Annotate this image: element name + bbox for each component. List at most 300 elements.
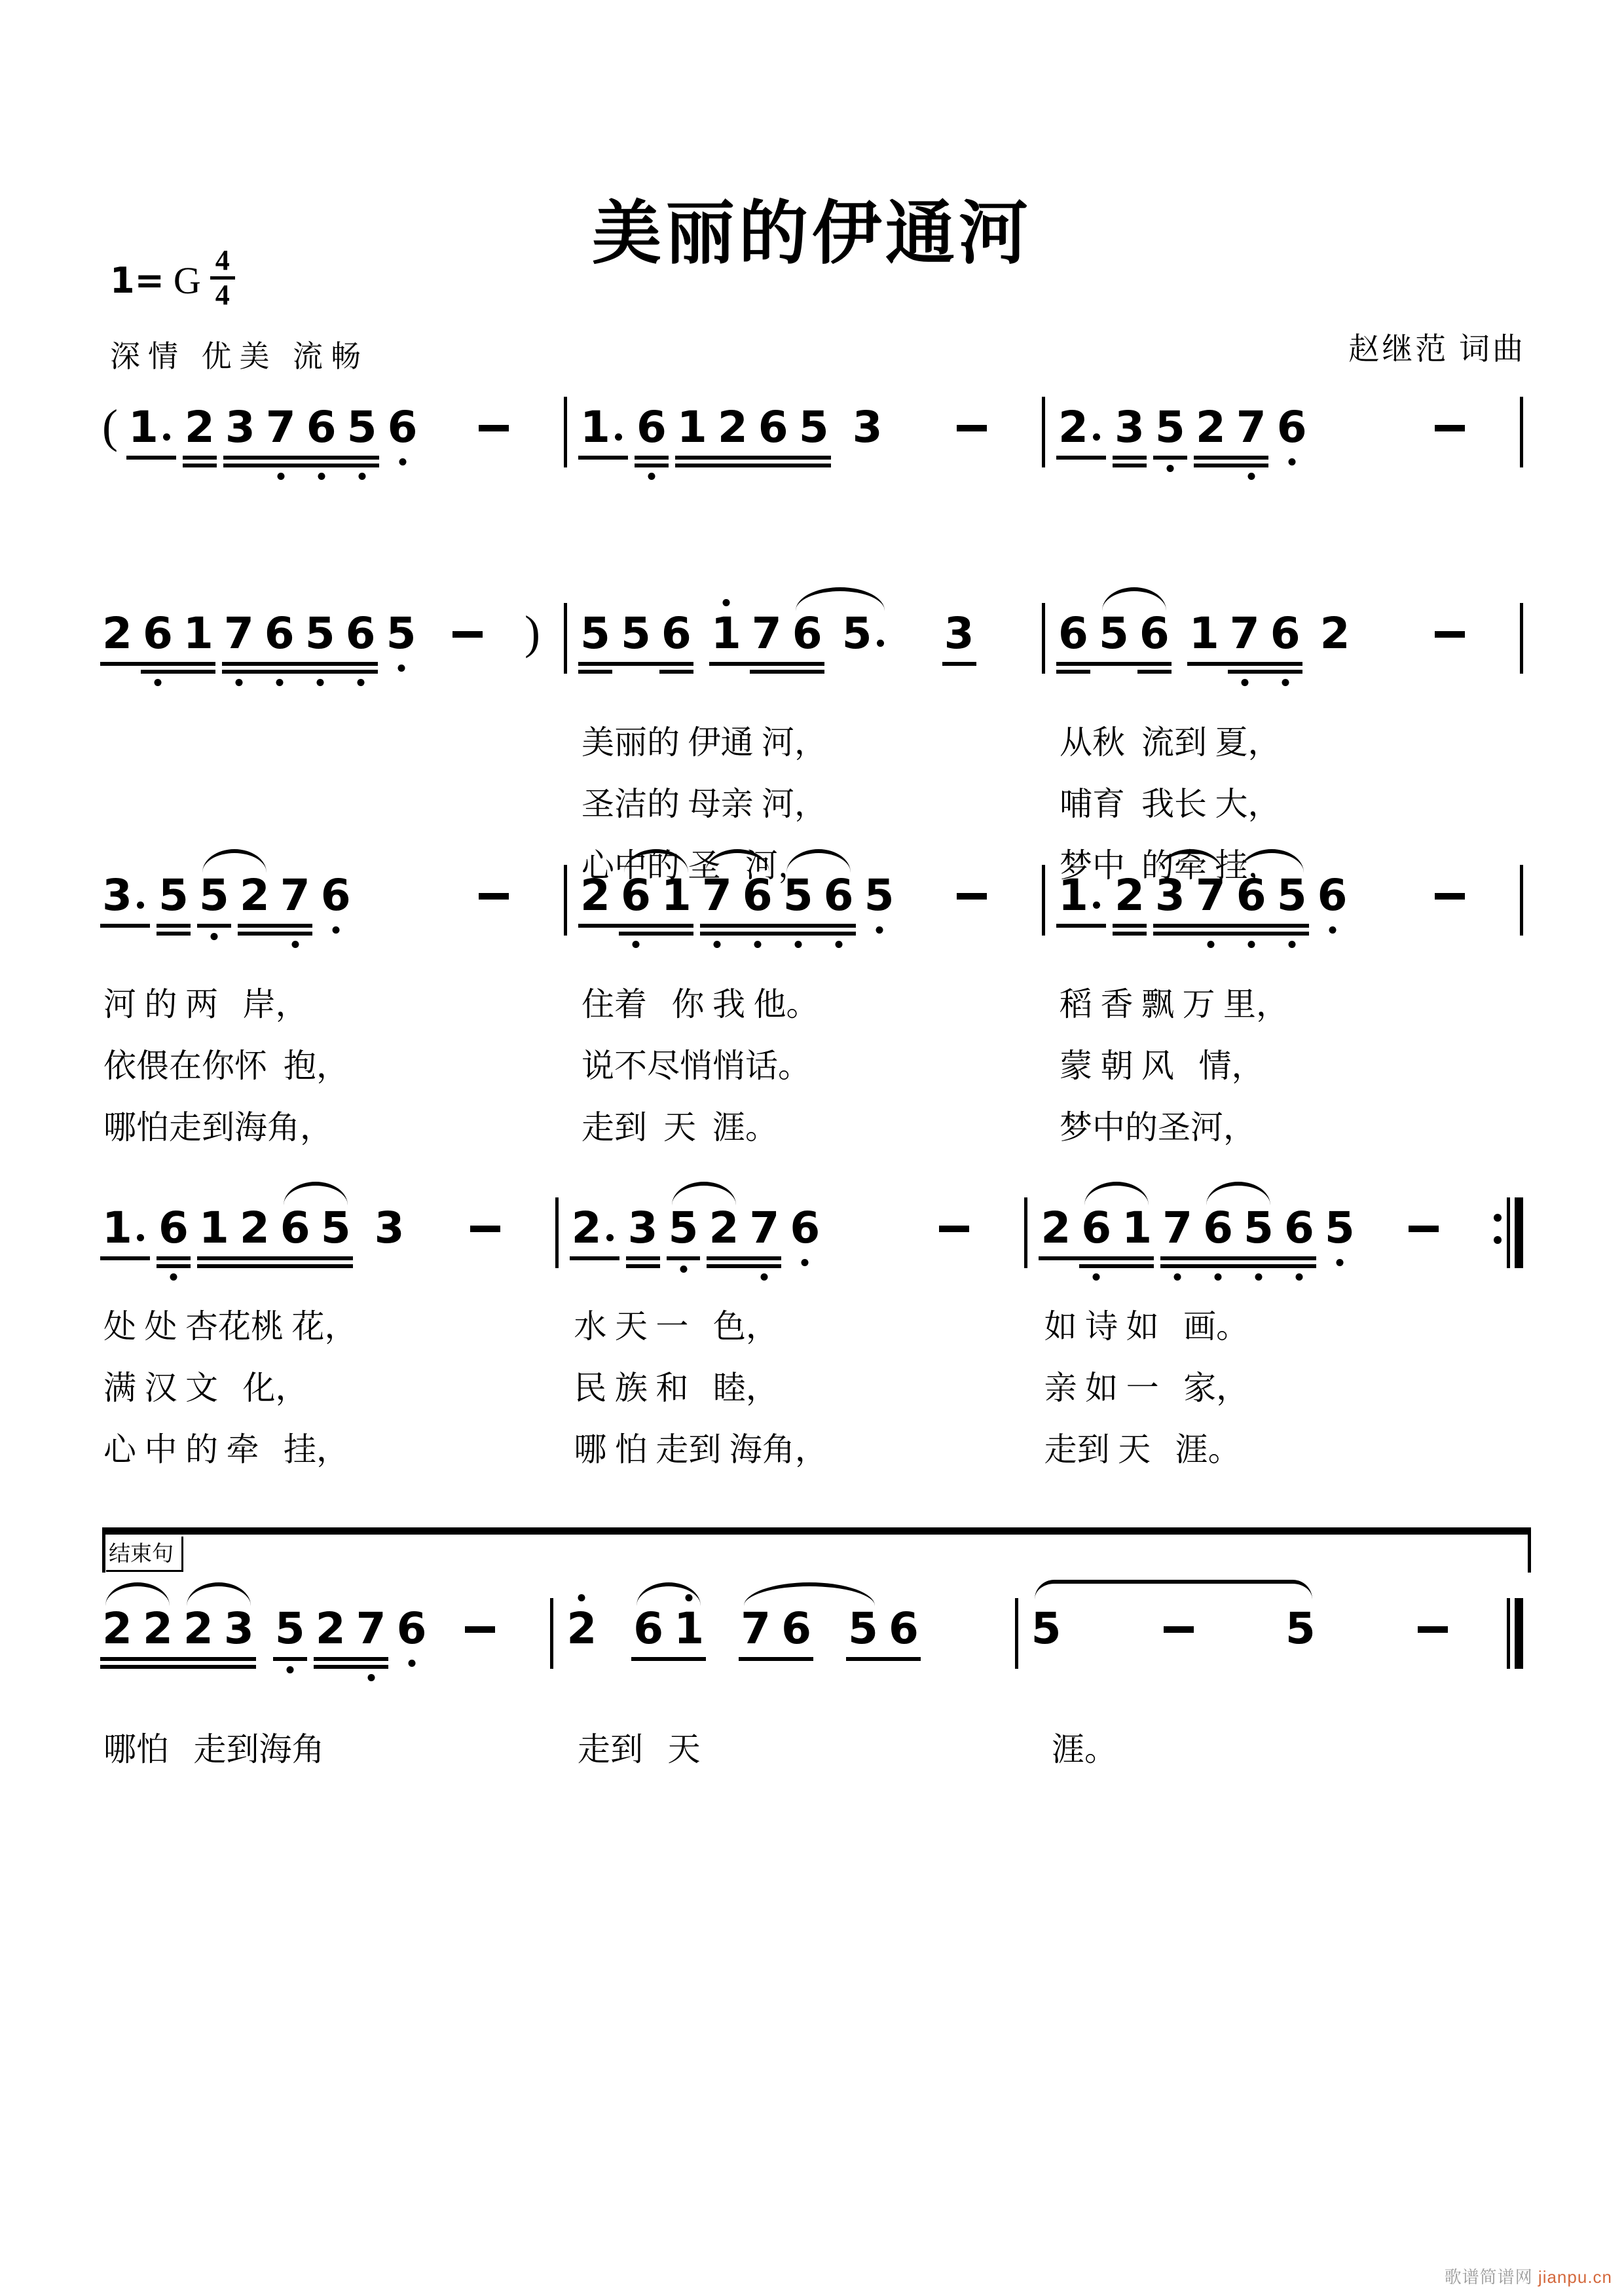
beam-line bbox=[278, 932, 312, 936]
slur-arc bbox=[1084, 1182, 1149, 1205]
note-number: 1 bbox=[1122, 1203, 1153, 1253]
note bbox=[102, 608, 132, 659]
octave-dot-low bbox=[1282, 679, 1289, 686]
beam-line bbox=[263, 662, 308, 666]
beam-line bbox=[1153, 932, 1198, 936]
measure bbox=[100, 1203, 545, 1253]
note-number: 7 bbox=[1162, 1203, 1193, 1253]
note bbox=[1031, 1603, 1061, 1654]
beam-line bbox=[100, 924, 150, 928]
note bbox=[280, 870, 310, 920]
beam-line bbox=[141, 1665, 186, 1669]
beam-line bbox=[264, 456, 309, 460]
note bbox=[304, 608, 335, 659]
bar-spacer bbox=[1016, 1296, 1041, 1357]
beam-line bbox=[197, 1256, 242, 1260]
note-number: 6 bbox=[792, 608, 822, 659]
music-system bbox=[100, 1542, 1534, 1780]
lyric-row bbox=[100, 1357, 1534, 1419]
octave-dot-low bbox=[1093, 1273, 1100, 1281]
note bbox=[158, 1203, 189, 1253]
note bbox=[1283, 1203, 1314, 1253]
beam-line bbox=[790, 670, 824, 674]
beam-line bbox=[222, 670, 267, 674]
note bbox=[580, 402, 626, 452]
note-number: 2 bbox=[1114, 870, 1145, 920]
bar-thin-line bbox=[564, 603, 567, 674]
bar-thin-line bbox=[1042, 397, 1045, 467]
measure bbox=[1038, 1203, 1483, 1253]
slur-arc bbox=[1206, 1182, 1270, 1205]
dash-extension bbox=[957, 425, 987, 431]
note bbox=[1276, 870, 1307, 920]
beam-line bbox=[181, 670, 215, 674]
note bbox=[158, 870, 189, 920]
beam-line bbox=[344, 662, 378, 666]
beam-line bbox=[1113, 932, 1147, 936]
note bbox=[888, 1603, 919, 1654]
beam-line bbox=[1282, 1256, 1316, 1260]
note bbox=[676, 402, 707, 452]
note bbox=[1324, 1203, 1355, 1253]
lyric-text: 民 族 和 睦， bbox=[574, 1370, 779, 1406]
note-number: 1 bbox=[674, 1603, 705, 1654]
beam-line bbox=[157, 932, 191, 936]
beam-line bbox=[100, 1657, 145, 1661]
beam-line bbox=[781, 924, 826, 928]
beam-line bbox=[846, 1657, 891, 1661]
key-signature bbox=[110, 244, 235, 311]
note-number: 6 bbox=[636, 402, 667, 452]
octave-dot-low bbox=[794, 941, 802, 948]
octave-dot-low bbox=[235, 679, 242, 686]
note bbox=[783, 870, 813, 920]
beam-line bbox=[750, 670, 795, 674]
lyric-text: 哪怕走到海角， bbox=[103, 1109, 333, 1146]
note bbox=[633, 1603, 664, 1654]
note bbox=[320, 870, 351, 920]
note-number: 1 bbox=[198, 1203, 229, 1253]
note bbox=[1114, 402, 1145, 452]
lyric-text: 稻 香 飘 万 里， bbox=[1060, 986, 1289, 1023]
note bbox=[1058, 402, 1104, 452]
beam-line bbox=[1056, 924, 1106, 928]
note bbox=[792, 608, 822, 659]
note bbox=[223, 608, 254, 659]
beam-line bbox=[667, 1256, 701, 1260]
note-number: 5 bbox=[580, 608, 610, 659]
dash-extension bbox=[1164, 1626, 1194, 1633]
note bbox=[580, 870, 610, 920]
lyric-text: 走到 天 涯。 bbox=[581, 1109, 778, 1146]
note-number: 3 bbox=[852, 402, 883, 452]
bar-line bbox=[1520, 603, 1523, 674]
bar-spacer bbox=[1031, 1097, 1056, 1158]
dash-extension bbox=[1435, 425, 1465, 431]
note bbox=[709, 1203, 739, 1253]
note-number: 5 bbox=[158, 870, 189, 920]
beam-line bbox=[716, 456, 761, 460]
octave-dot-low bbox=[357, 679, 364, 686]
beam-line bbox=[619, 924, 664, 928]
lyric-row bbox=[100, 1719, 1534, 1780]
lyric-text: 说不尽悄悄话。 bbox=[581, 1048, 811, 1084]
composer-credit: 赵继范 词曲 bbox=[1348, 333, 1526, 367]
note-number: 5 bbox=[848, 1603, 878, 1654]
notation-row bbox=[100, 870, 1534, 947]
beam-line bbox=[1160, 1256, 1206, 1260]
note bbox=[1203, 1203, 1234, 1253]
augmentation-dot bbox=[1088, 406, 1104, 449]
beam-line bbox=[319, 1256, 353, 1260]
bar-line bbox=[1024, 1197, 1027, 1268]
parenthesis: ) bbox=[525, 606, 540, 659]
lyric-text: 从秋 流到 夏， bbox=[1060, 724, 1281, 761]
slur-arc bbox=[744, 1582, 875, 1606]
beam-line bbox=[345, 456, 379, 460]
note-number: 2 bbox=[1058, 402, 1088, 452]
note bbox=[386, 608, 416, 659]
note-number: 6 bbox=[790, 1203, 821, 1253]
note bbox=[751, 608, 782, 659]
octave-dot-low bbox=[1166, 465, 1173, 472]
dash-extension bbox=[465, 1626, 495, 1633]
measure bbox=[578, 402, 1031, 452]
note bbox=[306, 402, 337, 452]
note-number: 5 bbox=[320, 1203, 351, 1253]
measure bbox=[100, 1603, 540, 1654]
beam-line bbox=[570, 1256, 619, 1260]
octave-dot-low bbox=[154, 679, 161, 686]
note-number: 2 bbox=[239, 1203, 270, 1253]
augmentation-dot bbox=[872, 612, 888, 655]
note bbox=[717, 402, 748, 452]
lyric-text bbox=[100, 773, 553, 835]
octave-dot-low bbox=[1174, 1273, 1181, 1281]
lyric-text: 涯。 bbox=[1052, 1731, 1117, 1768]
note bbox=[239, 1203, 270, 1253]
note-number: 6 bbox=[758, 402, 788, 452]
notation-row bbox=[100, 1603, 1534, 1681]
note-number: 5 bbox=[1244, 1203, 1274, 1253]
octave-dot-low bbox=[291, 941, 299, 948]
lyric-text: 亲 如 一 家， bbox=[1044, 1370, 1249, 1406]
bar-spacer bbox=[1486, 1357, 1534, 1419]
note bbox=[1058, 608, 1088, 659]
note bbox=[239, 870, 270, 920]
note bbox=[571, 1203, 618, 1253]
beam-line bbox=[675, 464, 720, 467]
note-number: 5 bbox=[1031, 1603, 1061, 1654]
octave-dot-low bbox=[1207, 941, 1214, 948]
note bbox=[636, 402, 667, 452]
beam-line bbox=[304, 464, 350, 467]
note-number: 5 bbox=[798, 402, 829, 452]
beam-line bbox=[238, 1256, 283, 1260]
beam-line bbox=[578, 924, 623, 928]
dash-extension bbox=[479, 893, 509, 900]
beam-line bbox=[1242, 1256, 1287, 1260]
beam-line bbox=[183, 456, 217, 460]
note-number: 6 bbox=[1283, 1203, 1314, 1253]
octave-dot-low bbox=[802, 1259, 809, 1266]
note-number: 2 bbox=[1195, 402, 1226, 452]
note-number: 6 bbox=[264, 608, 295, 659]
bar-spacer bbox=[1509, 1035, 1534, 1097]
note-number: 6 bbox=[1081, 1203, 1112, 1253]
slur-arc bbox=[637, 1582, 701, 1606]
note-number: 3 bbox=[225, 402, 255, 452]
note bbox=[198, 870, 229, 920]
octave-dot-low bbox=[1247, 941, 1255, 948]
note bbox=[142, 1603, 173, 1654]
bar-spacer bbox=[1486, 1296, 1534, 1357]
note-number: 7 bbox=[356, 1603, 386, 1654]
octave-dot-low bbox=[1288, 458, 1295, 465]
note bbox=[374, 1203, 405, 1253]
beam-line bbox=[238, 1264, 283, 1268]
note-number: 7 bbox=[741, 1603, 771, 1654]
measure bbox=[100, 870, 553, 920]
bar-thin-line bbox=[1024, 1197, 1027, 1268]
beam-line bbox=[1194, 932, 1239, 936]
bar-spacer bbox=[1509, 773, 1534, 835]
bar-spacer bbox=[1509, 974, 1534, 1035]
octave-dot-low bbox=[277, 473, 284, 480]
time-signature bbox=[210, 245, 235, 311]
measure bbox=[564, 1603, 1004, 1654]
augmentation-dot bbox=[602, 1207, 618, 1250]
slur-arc bbox=[672, 1182, 736, 1205]
note-number: 6 bbox=[823, 870, 854, 920]
note-number: 5 bbox=[386, 608, 416, 659]
note-number: 2 bbox=[709, 1203, 739, 1253]
octave-dot-low bbox=[210, 933, 217, 940]
beam-line bbox=[578, 662, 623, 666]
note-number: 5 bbox=[304, 608, 335, 659]
beam-line bbox=[1113, 464, 1147, 467]
lyric-row bbox=[100, 974, 1534, 1035]
octave-dot-low bbox=[170, 1273, 177, 1281]
note bbox=[128, 402, 174, 452]
augmentation-dot bbox=[610, 406, 626, 449]
key-prefix: 1= bbox=[110, 260, 164, 301]
note bbox=[749, 1203, 780, 1253]
beam-line bbox=[181, 1657, 227, 1661]
note bbox=[1320, 608, 1350, 659]
beam-line bbox=[756, 464, 802, 467]
note bbox=[1098, 608, 1129, 659]
note-number: 1 bbox=[580, 402, 610, 452]
beam-line bbox=[273, 1657, 307, 1661]
bar-spacer bbox=[553, 1035, 578, 1097]
note-number: 2 bbox=[580, 870, 610, 920]
meter-numerator: 4 bbox=[210, 245, 235, 280]
note-number: 2 bbox=[1320, 608, 1350, 659]
note-number: 1 bbox=[676, 402, 707, 452]
notation-row bbox=[100, 606, 1534, 685]
beam-line bbox=[1194, 456, 1239, 460]
beam-line bbox=[1268, 670, 1302, 674]
note-number: 5 bbox=[346, 402, 377, 452]
note-number: 6 bbox=[781, 1603, 812, 1654]
bar-thin-line bbox=[564, 397, 567, 467]
lyric-text: 梦中 的牵 挂， bbox=[1060, 847, 1281, 884]
beam-line bbox=[197, 1264, 242, 1268]
expression-marking: 深情 优美 流畅 bbox=[110, 340, 369, 373]
note bbox=[701, 870, 732, 920]
repeat-dot bbox=[1494, 1236, 1502, 1244]
note-number: 6 bbox=[320, 870, 351, 920]
lyric-text: 处 处 杏花桃 花， bbox=[103, 1308, 358, 1345]
beam-line bbox=[1056, 670, 1090, 674]
parenthesis: ( bbox=[102, 400, 118, 452]
beam-line bbox=[278, 1256, 323, 1260]
slur-arc bbox=[284, 1182, 348, 1205]
measure bbox=[1029, 1603, 1496, 1654]
bar-spacer bbox=[553, 974, 578, 1035]
note bbox=[580, 608, 610, 659]
bar-spacer bbox=[553, 1097, 578, 1158]
beam-line bbox=[126, 456, 176, 460]
beam-line bbox=[157, 1256, 191, 1260]
note bbox=[1195, 870, 1226, 920]
beam-line bbox=[223, 464, 268, 467]
note-number: 6 bbox=[661, 608, 692, 659]
lyric-text: 圣洁的 母亲 河， bbox=[581, 786, 827, 822]
measure bbox=[569, 1203, 1014, 1253]
bar-spacer bbox=[553, 773, 578, 835]
beam-line bbox=[887, 1657, 921, 1661]
note bbox=[102, 1203, 148, 1253]
note-number: 6 bbox=[1270, 608, 1301, 659]
bar-line bbox=[1042, 603, 1045, 674]
lyric-row bbox=[100, 773, 1534, 835]
beam-line bbox=[672, 1657, 706, 1661]
beam-line bbox=[707, 1256, 752, 1260]
song-title: 美丽的伊通河 bbox=[592, 196, 1032, 272]
note bbox=[1285, 1603, 1316, 1654]
dash-extension bbox=[1435, 893, 1465, 900]
note-number: 5 bbox=[620, 608, 651, 659]
note-number: 5 bbox=[1276, 870, 1307, 920]
beam-line bbox=[797, 456, 831, 460]
dash-extension bbox=[1409, 1226, 1439, 1232]
note-number: 6 bbox=[1276, 402, 1307, 452]
note bbox=[1058, 870, 1104, 920]
meter-denominator: 4 bbox=[215, 279, 230, 311]
beam-line bbox=[659, 932, 693, 936]
augmentation-dot bbox=[1088, 874, 1104, 917]
lyric-text: 如 诗 如 画。 bbox=[1044, 1308, 1249, 1345]
note-number: 6 bbox=[1058, 608, 1088, 659]
beam-line bbox=[238, 932, 283, 936]
bar-thin-line bbox=[1042, 865, 1045, 936]
octave-dot-low bbox=[332, 926, 339, 934]
beam-line bbox=[1201, 1256, 1246, 1260]
beam-line bbox=[278, 1264, 323, 1268]
beam-line bbox=[700, 932, 745, 936]
bar-spacer bbox=[545, 1296, 570, 1357]
note-number: 6 bbox=[1203, 1203, 1234, 1253]
beam-line bbox=[797, 464, 831, 467]
note-number: 5 bbox=[668, 1203, 699, 1253]
beam-line bbox=[1275, 932, 1309, 936]
beam-line bbox=[314, 1657, 359, 1661]
dash-extension bbox=[470, 1226, 500, 1232]
notation-row bbox=[100, 1203, 1534, 1280]
note bbox=[781, 1603, 812, 1654]
bar-spacer bbox=[1031, 1035, 1056, 1097]
beam-line bbox=[1268, 662, 1302, 666]
measure bbox=[100, 400, 553, 452]
beam-line bbox=[304, 456, 350, 460]
note bbox=[184, 402, 215, 452]
beam-line bbox=[750, 662, 795, 666]
note-number: 6 bbox=[280, 1203, 310, 1253]
beam-line bbox=[1275, 924, 1309, 928]
lyric-text: 心 中 的 牵 挂， bbox=[103, 1431, 349, 1468]
beam-line bbox=[1228, 670, 1273, 674]
bar-thin-line bbox=[555, 1197, 559, 1268]
bar-thin-line bbox=[1520, 603, 1523, 674]
beam-line bbox=[716, 464, 761, 467]
beam-line bbox=[1228, 662, 1273, 666]
beam-line bbox=[1137, 670, 1172, 674]
octave-dot-low bbox=[276, 679, 283, 686]
note-number: 5 bbox=[198, 870, 229, 920]
bar-spacer bbox=[1031, 773, 1056, 835]
beam-line bbox=[1234, 456, 1268, 460]
beam-line bbox=[659, 924, 693, 928]
octave-dot-high bbox=[722, 599, 729, 606]
octave-dot-low bbox=[713, 941, 720, 948]
beam-line bbox=[1079, 1264, 1124, 1268]
note bbox=[1114, 870, 1145, 920]
lyric-text: 满 汉 文 化， bbox=[103, 1370, 308, 1406]
beam-line bbox=[578, 456, 628, 460]
lyric-row bbox=[100, 1035, 1534, 1097]
beam-line bbox=[1153, 924, 1198, 928]
beam-line bbox=[626, 1256, 660, 1260]
note bbox=[1317, 870, 1348, 920]
note-number: 3 bbox=[627, 1203, 658, 1253]
note-number: 1 bbox=[1189, 608, 1219, 659]
bar-spacer bbox=[553, 712, 578, 773]
beam-line bbox=[747, 1264, 781, 1268]
bar-line bbox=[1520, 397, 1523, 467]
augmentation-dot bbox=[132, 874, 148, 917]
note-number: 6 bbox=[633, 1603, 664, 1654]
beam-line bbox=[1234, 924, 1280, 928]
bar-spacer bbox=[545, 1357, 570, 1419]
note bbox=[274, 1603, 305, 1654]
note-number: 2 bbox=[717, 402, 748, 452]
bar-thin-line bbox=[1507, 1598, 1510, 1669]
note bbox=[280, 1203, 310, 1253]
bar-line bbox=[1015, 1598, 1018, 1669]
note-number: 6 bbox=[1139, 608, 1170, 659]
beam-line bbox=[141, 662, 186, 666]
note-number: 6 bbox=[1236, 870, 1266, 920]
beam-line bbox=[319, 1264, 353, 1268]
bar-thin-line bbox=[1507, 1197, 1510, 1268]
beam-line bbox=[1079, 1256, 1124, 1260]
octave-dot-high bbox=[578, 1594, 585, 1601]
note bbox=[102, 870, 148, 920]
beam-line bbox=[1194, 924, 1239, 928]
octave-dot-low bbox=[367, 1674, 375, 1681]
